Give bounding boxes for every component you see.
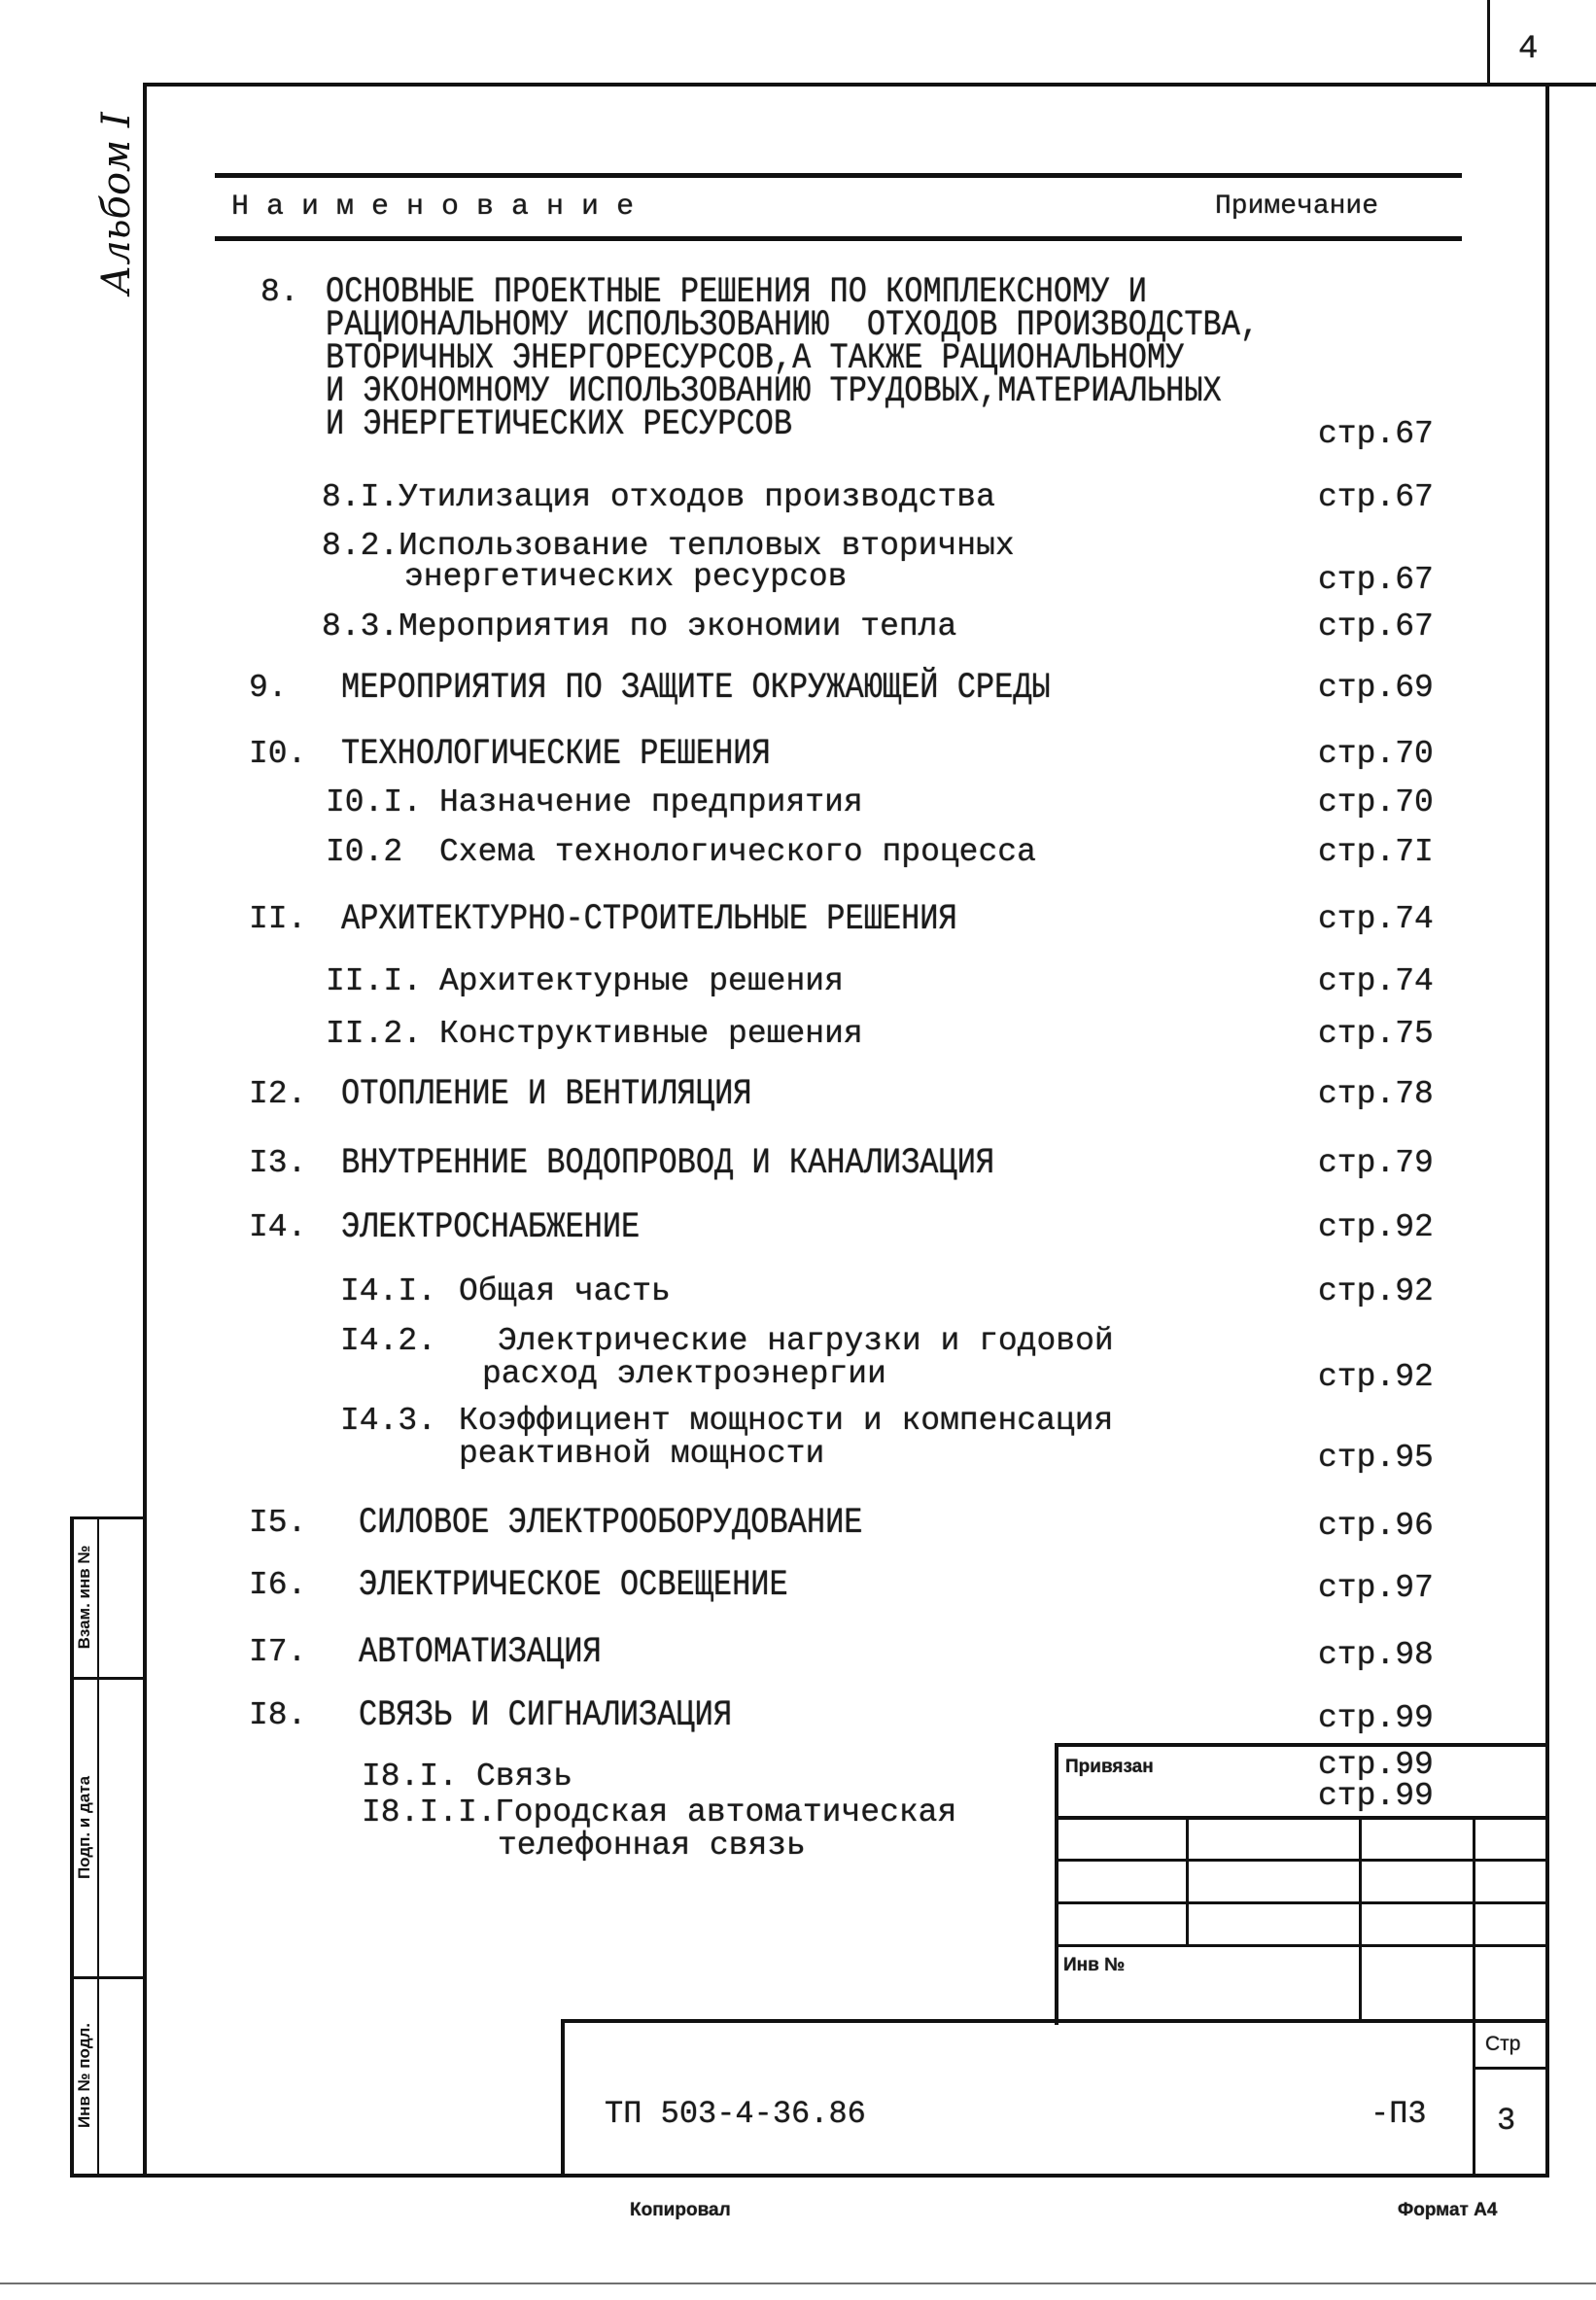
item-title: реактивной мощности: [459, 1436, 825, 1472]
item-number: I8.I.: [362, 1759, 459, 1795]
strip-inv-orig: Инв № подл.: [75, 2022, 93, 2129]
item-page: стр.75: [1318, 1016, 1434, 1052]
item-page: стр.67: [1318, 562, 1434, 598]
item-page: стр.95: [1318, 1440, 1434, 1476]
strip-sep: [70, 1677, 147, 1680]
item-number: 8.I.: [322, 479, 399, 515]
item-number: 9.: [249, 670, 288, 706]
item-page: стр.92: [1318, 1273, 1434, 1309]
item-page: стр.92: [1318, 1209, 1434, 1245]
attached-label: Привязан: [1065, 1757, 1154, 1777]
item-title: энергетических ресурсов: [404, 559, 848, 595]
item-number: I0.: [249, 736, 307, 772]
item-number: I5.: [249, 1505, 307, 1541]
item-page: стр.67: [1318, 609, 1434, 645]
item-title: ОТОПЛЕНИЕ И ВЕНТИЛЯЦИЯ: [341, 1073, 752, 1115]
item-number: 8.: [260, 274, 299, 310]
item-title: Использование тепловых вторичных: [399, 528, 1015, 564]
item-title: РАЦИОНАЛЬНОМУ ИСПОЛЬЗОВАНИЮ ОТХОДОВ ПРОИЗВОДСТВА,: [326, 304, 1260, 346]
item-title: АВТОМАТИЗАЦИЯ: [359, 1631, 602, 1673]
tb-line: [561, 2019, 1547, 2023]
item-title: расход электроэнергии: [482, 1356, 886, 1392]
header-rule-bottom: [215, 236, 1462, 241]
item-page: стр.98: [1318, 1637, 1434, 1673]
item-page: стр.99: [1318, 1778, 1434, 1814]
item-title: Схема технологического процесса: [439, 834, 1036, 870]
item-page: стр.67: [1318, 479, 1434, 515]
header-name-column: Н а и м е н о в а н и е: [231, 191, 635, 224]
strip-divider: [97, 1516, 99, 2178]
item-number: I3.: [249, 1145, 307, 1181]
item-title: ВТОРИЧНЫХ ЭНЕРГОРЕСУРСОВ,А ТАКЖЕ РАЦИОНАЛЬНОМУ: [326, 337, 1185, 379]
tb-line: [1473, 1816, 1475, 2178]
item-title: Коэффициент мощности и компенсация: [459, 1403, 1114, 1439]
album-label: Альбом I: [94, 112, 139, 295]
page-bottom-edge: [0, 2283, 1596, 2284]
item-number: I8.I.I.: [362, 1795, 497, 1830]
item-number: II.I.: [326, 963, 423, 999]
frame-top: [143, 83, 1596, 87]
sheet-number-box-border: [1487, 0, 1490, 84]
header-rule-top: [215, 173, 1462, 178]
item-page: стр.99: [1318, 1700, 1434, 1736]
item-title: телефонная связь: [498, 1828, 806, 1864]
item-page: стр.99: [1318, 1747, 1434, 1783]
header-note-column: Примечание: [1215, 192, 1379, 222]
item-title: МЕРОПРИЯТИЯ ПО ЗАЩИТЕ ОКРУЖАЮЩЕЙ СРЕДЫ: [341, 667, 1051, 709]
item-page: стр.7I: [1318, 834, 1434, 870]
item-title: ЭЛЕКТРИЧЕСКОЕ ОСВЕЩЕНИЕ: [359, 1564, 788, 1606]
page-label: Стр: [1485, 2033, 1521, 2055]
tb-line: [1186, 1816, 1189, 1947]
item-title: АРХИТЕКТУРНО-СТРОИТЕЛЬНЫЕ РЕШЕНИЯ: [341, 898, 957, 940]
item-page: стр.78: [1318, 1076, 1434, 1112]
item-number: 8.3.: [322, 609, 399, 645]
item-number: I0.2: [326, 834, 403, 870]
page-value: 3: [1497, 2103, 1516, 2139]
item-title: СВЯЗЬ И СИГНАЛИЗАЦИЯ: [359, 1694, 733, 1736]
format-label: Формат А4: [1398, 2200, 1498, 2220]
item-number: 8.2.: [322, 528, 399, 564]
item-page: стр.97: [1318, 1570, 1434, 1606]
item-number: II.: [249, 901, 307, 937]
item-page: стр.70: [1318, 736, 1434, 772]
item-number: II.2.: [326, 1016, 423, 1052]
item-title: Общая часть: [459, 1273, 671, 1309]
item-number: I8.: [249, 1697, 307, 1733]
item-title: ВНУТРЕННИЕ ВОДОПРОВОД И КАНАЛИЗАЦИЯ: [341, 1142, 995, 1184]
frame-left: [143, 83, 147, 2178]
item-number: I4.: [249, 1209, 307, 1245]
item-number: I4.I.: [340, 1273, 437, 1309]
tb-line: [1473, 2067, 1547, 2070]
item-title: Городская автоматическая: [495, 1795, 957, 1830]
item-title: Архитектурные решения: [439, 963, 844, 999]
item-number: I7.: [249, 1634, 307, 1670]
item-page: стр.70: [1318, 784, 1434, 820]
tb-line: [1359, 1816, 1362, 2022]
item-page: стр.74: [1318, 901, 1434, 937]
item-title: Назначение предприятия: [439, 784, 863, 820]
item-title: ЭЛЕКТРОСНАБЖЕНИЕ: [341, 1206, 641, 1248]
item-title: Электрические нагрузки и годовой: [498, 1323, 1114, 1359]
frame-right: [1545, 83, 1549, 2178]
item-page: стр.74: [1318, 963, 1434, 999]
item-page: стр.92: [1318, 1359, 1434, 1395]
item-number: I2.: [249, 1076, 307, 1112]
document-code: ТП 503-4-36.86: [605, 2096, 866, 2132]
item-page: стр.79: [1318, 1145, 1434, 1181]
item-title: И ЭКОНОМНОМУ ИСПОЛЬЗОВАНИЮ ТРУДОВЫХ,МАТЕРИАЛЬНЫХ: [326, 370, 1222, 412]
item-title: Утилизация отходов производства: [399, 479, 995, 515]
tb-line: [561, 2019, 565, 2178]
strip-replace-inv: Взам. инв №: [75, 1545, 93, 1650]
tb-line: [1055, 1743, 1058, 2025]
item-title: ОСНОВНЫЕ ПРОЕКТНЫЕ РЕШЕНИЯ ПО КОМПЛЕКСНОМУ И: [326, 271, 1147, 313]
strip-sign-date: Подп. и дата: [75, 1775, 93, 1880]
document-suffix: -П3: [1370, 2096, 1427, 2132]
item-number: I4.3.: [340, 1403, 437, 1439]
item-title: ТЕХНОЛОГИЧЕСКИЕ РЕШЕНИЯ: [341, 733, 771, 775]
item-number: I4.2.: [340, 1323, 437, 1359]
strip-border-left: [70, 1516, 74, 2178]
sheet-number: 4: [1518, 31, 1539, 68]
item-title: Связь: [476, 1759, 573, 1795]
item-number: I6.: [249, 1567, 307, 1603]
item-page: стр.67: [1318, 416, 1434, 452]
item-title: СИЛОВОЕ ЭЛЕКТРООБОРУДОВАНИЕ: [359, 1502, 863, 1544]
item-title: И ЭНЕРГЕТИЧЕСКИХ РЕСУРСОВ: [326, 403, 793, 445]
item-page: стр.96: [1318, 1508, 1434, 1544]
item-number: I0.I.: [326, 784, 423, 820]
inv-label: Инв №: [1063, 1955, 1126, 1975]
item-title: Мероприятия по экономии тепла: [399, 609, 957, 645]
item-page: стр.69: [1318, 670, 1434, 706]
tb-line: [1055, 1743, 1547, 1747]
item-title: Конструктивные решения: [439, 1016, 863, 1052]
frame-bottom: [70, 2174, 1549, 2178]
copied-label: Копировал: [630, 2200, 731, 2220]
